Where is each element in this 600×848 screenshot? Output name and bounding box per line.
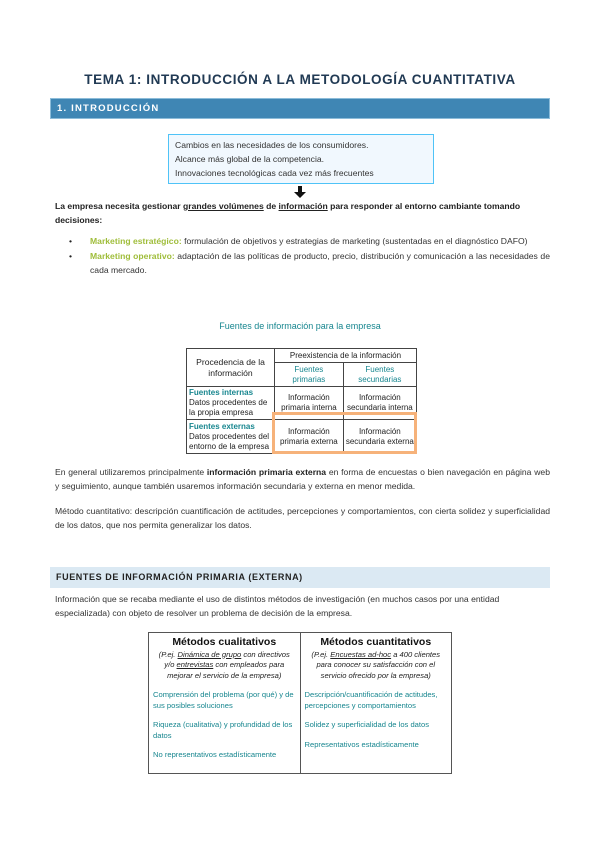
text: La empresa necesita gestionar bbox=[55, 201, 184, 211]
changes-box bbox=[168, 134, 434, 184]
example bbox=[305, 650, 448, 682]
paragraph-metodo: Método cuantitativo: descripción cuantificación de actitudes, percepciones y comportamientos, con cierta solidez y superficialidad de los datos, que nos permita generalizar los datos. bbox=[55, 506, 550, 530]
text: en forma de encuestas o bien navegación en página web y seguimiento, aunque también usaremos información secundaria y externa en menor medida. bbox=[55, 467, 550, 491]
intro-paragraph bbox=[55, 199, 550, 227]
text: Encuestas ad-hoc bbox=[330, 649, 392, 659]
cell: Información primaria externa bbox=[275, 420, 344, 454]
corner-header: Procedencia de la información bbox=[187, 349, 275, 387]
row-title: Fuentes internas bbox=[189, 388, 254, 397]
text: entrevistas bbox=[176, 660, 214, 669]
list-item: No representativos estadísticamente bbox=[153, 750, 277, 759]
sources-table bbox=[186, 348, 417, 454]
box-line: Cambios en las necesidades de los consumidores. bbox=[175, 140, 369, 150]
bullet-text: formulación de objetivos y estrategias de marketing (sustentadas en el diagnóstico DAFO) bbox=[181, 236, 528, 246]
text: a 400 clientes para conocer su satisfacción con el servicio ofrecido por la empresa) bbox=[316, 649, 441, 680]
column-title: Métodos cualitativos bbox=[172, 636, 277, 648]
row-internal bbox=[187, 387, 275, 420]
list-item: Representativos estadísticamente bbox=[304, 739, 419, 749]
text: (P.ej. bbox=[158, 649, 178, 659]
quantitative-column bbox=[300, 633, 452, 773]
bullet-text: adaptación de las políticas de producto, precio, distribución y comunicación a las necesidades de cada mercado. bbox=[90, 251, 550, 275]
list-item: Comprensión del problema (por qué) y de sus posibles soluciones bbox=[153, 690, 294, 710]
list-item bbox=[55, 234, 550, 248]
text: información primaria externa bbox=[206, 467, 327, 477]
text: (P.ej. bbox=[311, 649, 331, 659]
methods-comparison bbox=[148, 632, 452, 774]
box-line: Alcance más global de la competencia. bbox=[175, 154, 325, 164]
arrow-down-icon bbox=[294, 186, 306, 198]
text: Dinámica de grupo bbox=[177, 649, 242, 659]
col-primary: Fuentes primarias bbox=[275, 363, 344, 387]
bullet-label: Marketing operativo: bbox=[90, 251, 175, 261]
list-item: Riqueza (cualitativa) y profundidad de los datos bbox=[153, 720, 293, 740]
row-desc: Datos procedentes de la propia empresa bbox=[189, 398, 268, 417]
row-external bbox=[187, 420, 275, 454]
box-line: Innovaciones tecnológicas cada vez más frecuentes bbox=[175, 168, 374, 178]
text: para responder al entorno cambiante tomando decisiones: bbox=[55, 201, 521, 225]
row-desc: Datos procedentes del entorno de la empresa bbox=[189, 431, 270, 451]
text: información bbox=[278, 201, 328, 211]
list-item bbox=[55, 249, 550, 277]
cell: Información secundaria interna bbox=[343, 387, 416, 420]
text: En general utilizaremos principalmente bbox=[55, 467, 207, 477]
text: de bbox=[263, 201, 279, 211]
figure-title: Fuentes de información para la empresa bbox=[219, 321, 381, 331]
text: grandes volúmenes bbox=[183, 201, 264, 211]
section-heading-introduccion: 1. INTRODUCCIÓN bbox=[50, 98, 550, 119]
bullet-label: Marketing estratégico: bbox=[90, 236, 182, 246]
section-heading-fuentes-primarias: FUENTES DE INFORMACIÓN PRIMARIA (EXTERNA) bbox=[50, 567, 550, 588]
text: con empleados para mejorar el servicio de la empresa) bbox=[167, 660, 285, 680]
cell: Información primaria interna bbox=[275, 387, 344, 420]
row-title: Fuentes externas bbox=[189, 421, 255, 431]
document-title: TEMA 1: INTRODUCCIÓN A LA METODOLOGÍA CUANTITATIVA bbox=[84, 72, 516, 87]
cell: Información secundaria externa bbox=[343, 420, 416, 454]
marketing-list bbox=[55, 234, 550, 278]
preexistence-header: Preexistencia de la información bbox=[275, 349, 417, 363]
list-item: Descripción/cuantificación de actitudes, percepciones y comportamientos bbox=[304, 690, 438, 710]
paragraph-info-primaria: Información que se recaba mediante el uso de distintos métodos de investigación (en muchos casos por una entidad especializada) con objeto de resolver un problema de decisión de la empresa. bbox=[55, 594, 500, 618]
col-secondary: Fuentes secundarias bbox=[343, 363, 416, 387]
example bbox=[153, 650, 296, 682]
qualitative-column bbox=[149, 633, 300, 773]
list-item: Solidez y superficialidad de los datos bbox=[304, 720, 430, 729]
paragraph-general bbox=[55, 465, 550, 493]
column-title: Métodos cuantitativos bbox=[320, 636, 432, 648]
text: con directivos y/o bbox=[164, 649, 290, 669]
